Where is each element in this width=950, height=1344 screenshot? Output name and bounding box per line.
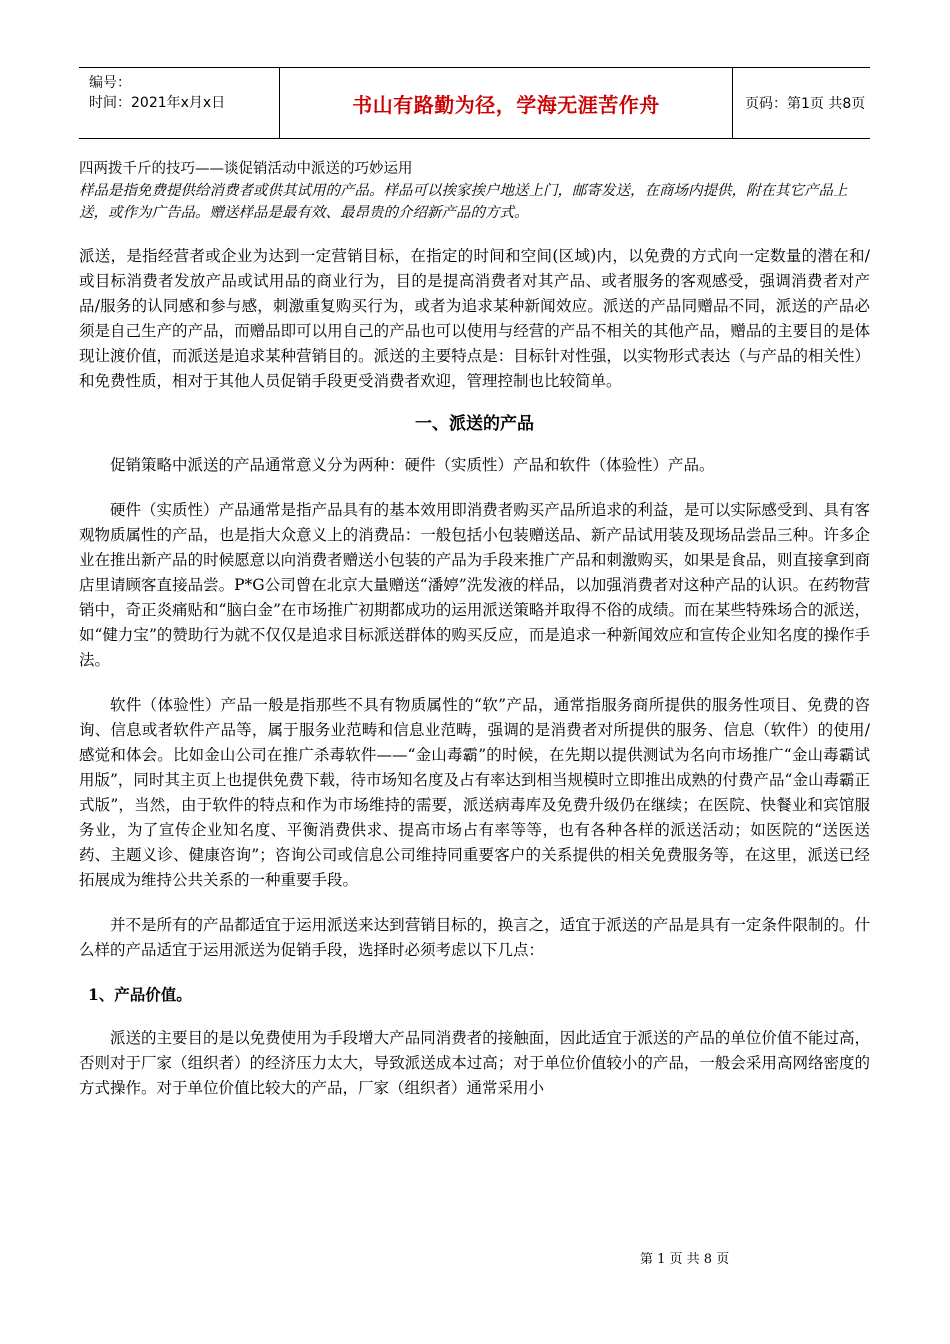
paragraph-selection-criteria: 并不是所有的产品都适宜于运用派送来达到营销目标的，换言之，适宜于派送的产品是具有一定条件限制的。什么样的产品适宜于运用派送为促销手段，选择时必须考虑以下几点： bbox=[79, 916, 870, 959]
document-header bbox=[79, 67, 870, 139]
subheading-product-value: 1、产品价值。 bbox=[88, 985, 192, 1004]
document-body bbox=[79, 158, 870, 1101]
paragraph-product-value: 派送的主要目的是以免费使用为手段增大产品同消费者的接触面，因此适宜于派送的产品的单位价值不能过高，否则对于厂家（组织者）的经济压力太大，导致派送成本过高；对于单位价值较小的产品，一般会采用高网络密度的方式操作。对于单位价值比较大的产品，厂家（组织者）通常采用小 bbox=[79, 1029, 870, 1097]
document-number-label: 编号： bbox=[89, 75, 131, 91]
intro-paragraph: 样品是指免费提供给消费者或供其试用的产品。样品可以挨家挨户地送上门，邮寄发送，在商场内提供，附在其它产品上送，或作为广告品。赠送样品是最有效、最昂贵的介绍新产品的方式。 bbox=[79, 183, 848, 221]
document-title: 四两拨千斤的技巧——谈促销活动中派送的巧妙运用 bbox=[79, 161, 413, 177]
header-page-cell bbox=[733, 68, 882, 138]
paragraph-software-products: 软件（体验性）产品一般是指那些不具有物质属性的“软”产品，通常指服务商所提供的服务性项目、免费的咨询、信息或者软件产品等，属于服务业范畴和信息业范畴，强调的是消费者对所提供的服务、信息（软件）的使用/感觉和体会。比如金山公司在推广杀毒软件——“金山毒霸”的时候，在先期以提供测试为名向市场推广“金山毒霸试用版”，同时其主页上也提供免费下载，待市场知名度及占有率达到相当规模时立即推出成熟的付费产品“金山毒霸正式版”，当然，由于软件的特点和作为市场维持的需要，派送病毒库及免费升级仍在继续；在医院、快餐业和宾馆服务业，为了宣传企业知名度、平衡消费供求、提高市场占有率等等，也有各种各样的派送活动；如医院的“送医送药、主题义诊、健康咨询”；咨询公司或信息公司维持同重要客户的关系提供的相关免费服务等，在这里，派送已经拓展成为维持公共关系的一种重要手段。 bbox=[79, 696, 870, 889]
paragraph-hardware-products: 硬件（实质性）产品通常是指产品具有的基本效用即消费者购买产品所追求的利益，是可以实际感受到、具有客观物质属性的产品，也是指大众意义上的消费品：一般包括小包装赠送品、新产品试用装及现场品尝品三种。许多企业在推出新产品的时候愿意以向消费者赠送小包装的产品为手段来推广产品和刺激购买，如果是食品，则直接拿到商店里请顾客直接品尝。P*G公司曾在北京大量赠送“潘婷”洗发液的样品，以加强消费者对这种产品的认识。在药物营销中，奇正炎痛贴和“脑白金”在市场推广初期都成功的运用派送策略并取得不俗的成绩。而在某些特殊场合的派送，如“健力宝”的赞助行为就不仅仅是追求目标派送群体的购买反应，而是追求一种新闻效应和宣传企业知名度的操作手法。 bbox=[79, 501, 870, 669]
section-heading-products: 一、派送的产品 bbox=[415, 414, 534, 434]
header-slogan-cell bbox=[280, 68, 733, 138]
header-page-number: 页码：第1页 共8页 bbox=[745, 96, 866, 112]
document-date-label: 时间：2021年x月x日 bbox=[89, 95, 226, 111]
header-info-cell bbox=[79, 68, 280, 138]
paragraph-definition: 派送，是指经营者或企业为达到一定营销目标，在指定的时间和空间(区域)内，以免费的方式向一定数量的潜在和/或目标消费者发放产品或试用品的商业行为，目的是提高消费者对其产品、或者服务的客观感受，强调消费者对产品/服务的认同感和参与感，刺激重复购买行为，或者为追求某种新闻效应。派送的产品同赠品不同，派送的产品必须是自己生产的产品，而赠品即可以用自己的产品也可以使用与经营的产品不相关的其他产品，赠品的主要目的是体现让渡价值，而派送是追求某种营销目的。派送的主要特点是：目标针对性强，以实物形式表达（与产品的相关性）和免费性质，相对于其他人员促销手段更受消费者欢迎，管理控制也比较简单。 bbox=[79, 247, 870, 390]
header-slogan: 书山有路勤为径，学海无涯苦作舟 bbox=[352, 92, 660, 117]
paragraph-product-types: 促销策略中派送的产品通常意义分为两种：硬件（实质性）产品和软件（体验性）产品。 bbox=[110, 456, 715, 474]
page-footer: 第 1 页 共 8 页 bbox=[640, 1252, 730, 1267]
